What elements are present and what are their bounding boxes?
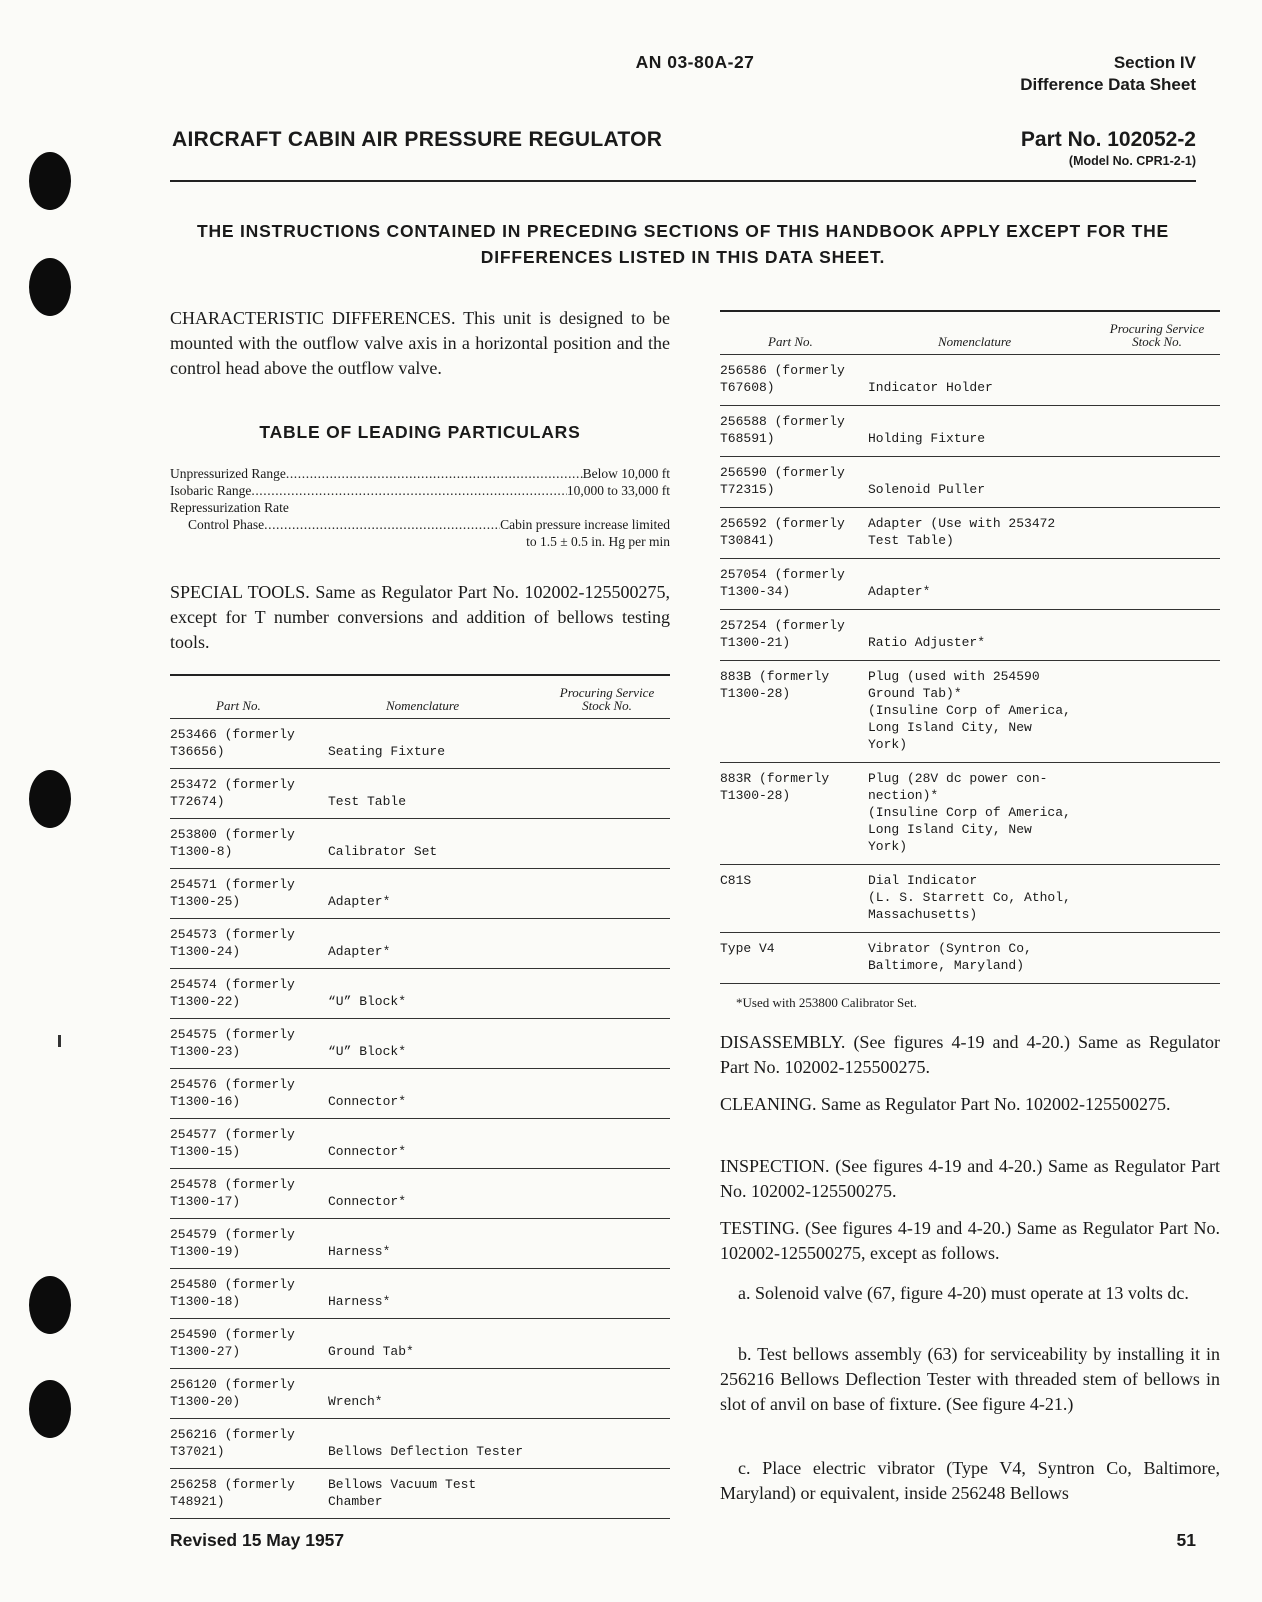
part-number-cell: C81S	[720, 873, 752, 888]
table-row	[170, 718, 670, 768]
part-number-cell: 254571 (formerly T1300-25)	[170, 877, 295, 909]
table-header	[170, 676, 670, 718]
part-number-cell: 883B (formerly T1300-28)	[720, 669, 830, 701]
particular-row	[170, 533, 670, 550]
table-row	[170, 1118, 670, 1168]
leader-dots	[286, 465, 583, 482]
particular-label: Control Phase	[188, 517, 265, 532]
disassembly-paragraph	[720, 1030, 1220, 1080]
table-row	[170, 1468, 670, 1518]
characteristic-text: This unit is designed to be mounted with the outflow valve axis in a horizontal position and the control head above the outflow valve.	[170, 308, 670, 378]
tools-table-right	[720, 310, 1220, 1011]
part-number-cell: 254574 (formerly T1300-22)	[170, 977, 295, 1009]
tools-table-left	[170, 674, 670, 1519]
section-label	[1020, 52, 1196, 96]
part-number-cell: 254578 (formerly T1300-17)	[170, 1177, 295, 1209]
special-tools-text: Same as Regulator Part No. 102002-125500275, except for T number conversions and addition of bellows testing tools.	[170, 582, 671, 652]
nomenclature-cell: Adapter*	[328, 894, 391, 909]
table-row	[170, 1318, 670, 1368]
leader-dots	[264, 516, 500, 533]
characteristic-heading: CHARACTERISTIC DIFFERENCES.	[170, 308, 456, 328]
nomenclature-cell: “U” Block*	[328, 994, 407, 1009]
testing-step-a: a. Solenoid valve (67, figure 4-20) must operate at 13 volts dc.	[738, 1283, 1189, 1303]
nomenclature-cell: Plug (used with 254590 Ground Tab)* (Insuline Corp of America, Long Island City, New York)	[868, 669, 1071, 752]
table-row	[170, 1018, 670, 1068]
part-number-cell: 257254 (formerly T1300-21)	[720, 618, 845, 650]
table-row	[720, 507, 1220, 558]
nomenclature-cell: Adapter (Use with 253472 Test Table)	[868, 516, 1056, 548]
part-number-cell: 256586 (formerly T67608)	[720, 363, 845, 395]
table-row	[720, 558, 1220, 609]
particular-label: Isobaric Range	[170, 483, 252, 498]
nomenclature-cell: Bellows Deflection Tester	[328, 1444, 524, 1459]
testing-text: (See figures 4-19 and 4-20.) Same as Regulator Part No. 102002-125500275, except as follows.	[720, 1218, 1221, 1263]
page-title: AIRCRAFT CABIN AIR PRESSURE REGULATOR	[172, 128, 663, 151]
part-number-cell: 253472 (formerly T72674)	[170, 777, 295, 809]
nomenclature-cell: “U” Block*	[328, 1044, 407, 1059]
part-number-cell: 256590 (formerly T72315)	[720, 465, 845, 497]
nomenclature-cell: Connector*	[328, 1094, 407, 1109]
table-row	[720, 864, 1220, 932]
part-number: Part No. 102052-2	[1020, 128, 1196, 151]
nomenclature-cell: Adapter*	[868, 584, 931, 599]
table-row	[170, 1218, 670, 1268]
table-footnote: *Used with 253800 Calibrator Set.	[736, 995, 917, 1010]
part-number-cell: 254576 (formerly T1300-16)	[170, 1077, 295, 1109]
binder-hole	[29, 258, 71, 316]
testing-heading: TESTING.	[720, 1218, 800, 1238]
margin-mark	[58, 1035, 61, 1047]
particular-value: Cabin pressure increase limited	[500, 517, 670, 532]
nomenclature-cell: Bellows Vacuum Test Chamber	[328, 1477, 477, 1509]
leader-dots	[251, 482, 567, 499]
particular-row	[188, 516, 670, 533]
part-number-cell: 254579 (formerly T1300-19)	[170, 1227, 295, 1259]
nomenclature-cell: Ratio Adjuster*	[868, 635, 986, 650]
inspection-text: (See figures 4-19 and 4-20.) Same as Regulator Part No. 102002-125500275.	[720, 1156, 1221, 1201]
part-number-cell: 253800 (formerly T1300-8)	[170, 827, 295, 859]
leading-particulars-title: TABLE OF LEADING PARTICULARS	[259, 422, 581, 442]
binder-hole	[29, 1380, 71, 1438]
characteristic-differences	[170, 306, 670, 381]
table-row	[720, 932, 1220, 983]
revision-date: Revised 15 May 1957	[170, 1530, 345, 1550]
nomenclature-cell: Harness*	[328, 1294, 391, 1309]
page-number: 51	[1176, 1530, 1196, 1550]
table-row	[170, 968, 670, 1018]
table-row	[720, 456, 1220, 507]
part-number-cell: 256592 (formerly T30841)	[720, 516, 845, 548]
cleaning-heading: CLEANING.	[720, 1094, 817, 1114]
table-row	[170, 1268, 670, 1318]
particular-row	[170, 482, 670, 499]
part-number-cell: 254577 (formerly T1300-15)	[170, 1127, 295, 1159]
model-number: (Model No. CPR1-2-1)	[1068, 154, 1196, 168]
table-row	[170, 868, 670, 918]
part-number-cell: Type V4	[720, 941, 775, 956]
table-row	[170, 818, 670, 868]
nomenclature-cell: Calibrator Set	[328, 844, 438, 859]
nomenclature-cell: Plug (28V dc power con- nection)* (Insuline Corp of America, Long Island City, New York)	[868, 771, 1071, 854]
nomenclature-cell: Connector*	[328, 1144, 407, 1159]
table-row	[720, 354, 1220, 405]
table-row	[720, 660, 1220, 762]
table-row	[170, 1168, 670, 1218]
cleaning-paragraph	[720, 1092, 1220, 1117]
testing-step-b: b. Test bellows assembly (63) for serviceability by installing it in 256216 Bellows Deflection Tester with threaded stem of bellows in slot of anvil on base of fixture. (See figure 4-21.)	[720, 1344, 1220, 1414]
inspection-paragraph	[720, 1154, 1220, 1204]
nomenclature-cell: Harness*	[328, 1244, 391, 1259]
part-number-cell: 253466 (formerly T36656)	[170, 727, 295, 759]
nomenclature-cell: Holding Fixture	[868, 431, 986, 446]
section-subtitle: Difference Data Sheet	[1020, 75, 1196, 94]
part-number-cell: 257054 (formerly T1300-34)	[720, 567, 845, 599]
binder-hole	[29, 1276, 71, 1334]
nomenclature-cell: Solenoid Puller	[868, 482, 986, 497]
nomenclature-cell: Connector*	[328, 1194, 407, 1209]
testing-paragraph	[720, 1216, 1220, 1266]
particular-row	[170, 499, 670, 516]
particular-value: Below 10,000 ft	[582, 466, 670, 481]
binder-hole	[29, 770, 71, 828]
part-number-cell: 254590 (formerly T1300-27)	[170, 1327, 295, 1359]
part-number-cell: 254580 (formerly T1300-18)	[170, 1277, 295, 1309]
table-row	[720, 762, 1220, 864]
particular-value: 10,000 to 33,000 ft	[566, 483, 670, 498]
nomenclature-cell: Wrench*	[328, 1394, 383, 1409]
table-row	[720, 609, 1220, 660]
nomenclature-cell: Ground Tab*	[328, 1344, 414, 1359]
part-number-cell: 254575 (formerly T1300-23)	[170, 1027, 295, 1059]
nomenclature-cell: Seating Fixture	[328, 744, 446, 759]
testing-step-c: c. Place electric vibrator (Type V4, Syntron Co, Baltimore, Maryland) or equivalent, inside 256248 Bellows	[720, 1458, 1220, 1503]
header-part-no: Part No.	[216, 698, 261, 713]
nomenclature-cell: Adapter*	[328, 944, 391, 959]
table-row	[720, 405, 1220, 456]
table-row	[170, 768, 670, 818]
table-row	[170, 918, 670, 968]
disassembly-text: (See figures 4-19 and 4-20.) Same as Regulator Part No. 102002-125500275.	[720, 1032, 1221, 1077]
nomenclature-cell: Indicator Holder	[868, 380, 993, 395]
cleaning-text: Same as Regulator Part No. 102002-125500275.	[821, 1094, 1171, 1114]
special-tools-heading: SPECIAL TOOLS.	[170, 582, 310, 602]
part-number-cell: 883R (formerly T1300-28)	[720, 771, 830, 803]
table-body	[720, 354, 1220, 984]
particular-row	[170, 465, 670, 482]
header-part-no: Part No.	[768, 334, 813, 349]
disassembly-heading: DISASSEMBLY.	[720, 1032, 846, 1052]
inspection-heading: INSPECTION.	[720, 1156, 830, 1176]
table-body	[170, 718, 670, 1519]
part-number-cell: 256216 (formerly T37021)	[170, 1427, 295, 1459]
table-row	[170, 1368, 670, 1418]
binder-hole	[29, 152, 71, 210]
header-stock-no: Procuring Service Stock No.	[1109, 321, 1205, 349]
table-row	[170, 1068, 670, 1118]
nomenclature-cell: Dial Indicator (L. S. Starrett Co, Athol, Massachusetts)	[868, 873, 1071, 922]
header-rule	[170, 180, 1196, 182]
table-row	[170, 1418, 670, 1468]
header-stock-no: Procuring Service Stock No.	[559, 685, 655, 713]
table-header	[720, 312, 1220, 354]
header-nomenclature: Nomenclature	[938, 334, 1012, 349]
table-bottom-rule	[720, 983, 1220, 984]
particular-label: Repressurization Rate	[170, 500, 289, 515]
nomenclature-cell: Test Table	[328, 794, 407, 809]
part-number-cell: 256120 (formerly T1300-20)	[170, 1377, 295, 1409]
special-tools	[170, 580, 670, 655]
part-number-cell: 256258 (formerly T48921)	[170, 1477, 295, 1509]
header-nomenclature: Nomenclature	[386, 698, 460, 713]
part-number-cell: 254573 (formerly T1300-24)	[170, 927, 295, 959]
notice-banner: THE INSTRUCTIONS CONTAINED IN PRECEDING SECTIONS OF THIS HANDBOOK APPLY EXCEPT FOR THE DIFFERENCES LISTED IN THIS DATA SHEET.	[196, 221, 1170, 267]
table-bottom-rule	[170, 1518, 670, 1519]
nomenclature-cell: Vibrator (Syntron Co, Baltimore, Maryland)	[868, 941, 1032, 973]
particular-label: Unpressurized Range	[170, 466, 286, 481]
section-title: Section IV	[1113, 53, 1196, 72]
particular-value: to 1.5 ± 0.5 in. Hg per min	[526, 534, 670, 549]
document-number: AN 03-80A-27	[635, 52, 755, 72]
part-number-cell: 256588 (formerly T68591)	[720, 414, 845, 446]
